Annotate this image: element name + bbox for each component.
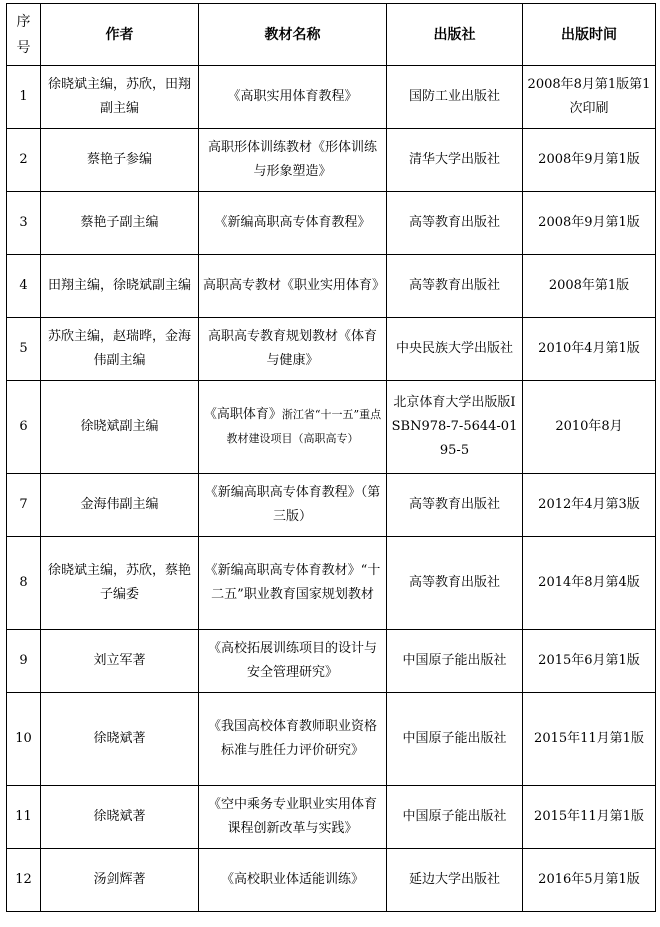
cell-title: 《空中乘务专业职业实用体育课程创新改革与实践》 bbox=[199, 786, 387, 849]
header-publisher: 出版社 bbox=[387, 4, 523, 66]
table-row bbox=[7, 630, 656, 693]
table-row bbox=[7, 255, 656, 318]
cell-title-main: 《高职体育》 bbox=[203, 407, 282, 422]
cell-publisher: 清华大学出版社 bbox=[387, 129, 523, 192]
cell-author: 徐晓斌主编，苏欣，田翔副主编 bbox=[41, 66, 199, 129]
cell-no: 8 bbox=[7, 537, 41, 630]
cell-no: 6 bbox=[7, 381, 41, 474]
cell-author: 徐晓斌著 bbox=[41, 693, 199, 786]
cell-no: 2 bbox=[7, 129, 41, 192]
header-title: 教材名称 bbox=[199, 4, 387, 66]
cell-author: 刘立军著 bbox=[41, 630, 199, 693]
cell-date: 2015年11月第1版 bbox=[523, 786, 656, 849]
cell-title: 《高校职业体适能训练》 bbox=[199, 849, 387, 912]
cell-date: 2015年11月第1版 bbox=[523, 693, 656, 786]
cell-publisher: 国防工业出版社 bbox=[387, 66, 523, 129]
cell-no: 3 bbox=[7, 192, 41, 255]
table-row bbox=[7, 318, 656, 381]
cell-date: 2014年8月第4版 bbox=[523, 537, 656, 630]
cell-title: 《新编高职高专体育教程》（第三版） bbox=[199, 474, 387, 537]
cell-title: 《高职实用体育教程》 bbox=[199, 66, 387, 129]
cell-author: 田翔主编，徐晓斌副主编 bbox=[41, 255, 199, 318]
table-row bbox=[7, 849, 656, 912]
cell-publisher: 高等教育出版社 bbox=[387, 192, 523, 255]
cell-publisher: 中国原子能出版社 bbox=[387, 630, 523, 693]
header-author: 作者 bbox=[41, 4, 199, 66]
cell-author: 汤剑辉著 bbox=[41, 849, 199, 912]
cell-publisher: 延边大学出版社 bbox=[387, 849, 523, 912]
cell-title: 《新编高职高专体育教材》“十二五”职业教育国家规划教材 bbox=[199, 537, 387, 630]
table-row bbox=[7, 537, 656, 630]
cell-title: 《高校拓展训练项目的设计与安全管理研究》 bbox=[199, 630, 387, 693]
cell-date: 2016年5月第1版 bbox=[523, 849, 656, 912]
cell-title-note: 浙江省“十一五”重点教材建设项目（高职高专） bbox=[226, 408, 382, 445]
header-no: 序号 bbox=[7, 4, 41, 66]
cell-publisher: 北京体育大学出版版ISBN978-7-5644-0195-5 bbox=[387, 381, 523, 474]
cell-author: 蔡艳子副主编 bbox=[41, 192, 199, 255]
cell-date: 2008年8月第1版第1次印刷 bbox=[523, 66, 656, 129]
table-row bbox=[7, 693, 656, 786]
cell-title bbox=[199, 381, 387, 474]
cell-author: 金海伟副主编 bbox=[41, 474, 199, 537]
cell-author: 徐晓斌副主编 bbox=[41, 381, 199, 474]
cell-publisher: 中央民族大学出版社 bbox=[387, 318, 523, 381]
cell-no: 1 bbox=[7, 66, 41, 129]
cell-title: 《新编高职高专体育教程》 bbox=[199, 192, 387, 255]
table-row bbox=[7, 66, 656, 129]
cell-date: 2010年8月 bbox=[523, 381, 656, 474]
cell-publisher: 高等教育出版社 bbox=[387, 537, 523, 630]
cell-no: 4 bbox=[7, 255, 41, 318]
cell-date: 2012年4月第3版 bbox=[523, 474, 656, 537]
cell-publisher: 高等教育出版社 bbox=[387, 474, 523, 537]
table-row bbox=[7, 381, 656, 474]
textbook-table bbox=[6, 3, 656, 912]
cell-no: 11 bbox=[7, 786, 41, 849]
cell-date: 2015年6月第1版 bbox=[523, 630, 656, 693]
cell-no: 9 bbox=[7, 630, 41, 693]
cell-publisher: 中国原子能出版社 bbox=[387, 693, 523, 786]
cell-date: 2008年9月第1版 bbox=[523, 129, 656, 192]
cell-author: 蔡艳子参编 bbox=[41, 129, 199, 192]
cell-title: 高职形体训练教材《形体训练与形象塑造》 bbox=[199, 129, 387, 192]
cell-title: 高职高专教材《职业实用体育》 bbox=[199, 255, 387, 318]
cell-author: 徐晓斌主编，苏欣，蔡艳子编委 bbox=[41, 537, 199, 630]
table-row bbox=[7, 474, 656, 537]
table-row bbox=[7, 786, 656, 849]
cell-date: 2008年9月第1版 bbox=[523, 192, 656, 255]
cell-publisher: 高等教育出版社 bbox=[387, 255, 523, 318]
cell-author: 徐晓斌著 bbox=[41, 786, 199, 849]
cell-author: 苏欣主编，赵瑞晔，金海伟副主编 bbox=[41, 318, 199, 381]
header-date: 出版时间 bbox=[523, 4, 656, 66]
cell-title: 高职高专教育规划教材《体育与健康》 bbox=[199, 318, 387, 381]
cell-no: 12 bbox=[7, 849, 41, 912]
table-row bbox=[7, 129, 656, 192]
cell-no: 7 bbox=[7, 474, 41, 537]
cell-no: 10 bbox=[7, 693, 41, 786]
cell-no: 5 bbox=[7, 318, 41, 381]
cell-title: 《我国高校体育教师职业资格标准与胜任力评价研究》 bbox=[199, 693, 387, 786]
table-header-row bbox=[7, 4, 656, 66]
cell-date: 2008年第1版 bbox=[523, 255, 656, 318]
cell-date: 2010年4月第1版 bbox=[523, 318, 656, 381]
cell-publisher: 中国原子能出版社 bbox=[387, 786, 523, 849]
table-row bbox=[7, 192, 656, 255]
